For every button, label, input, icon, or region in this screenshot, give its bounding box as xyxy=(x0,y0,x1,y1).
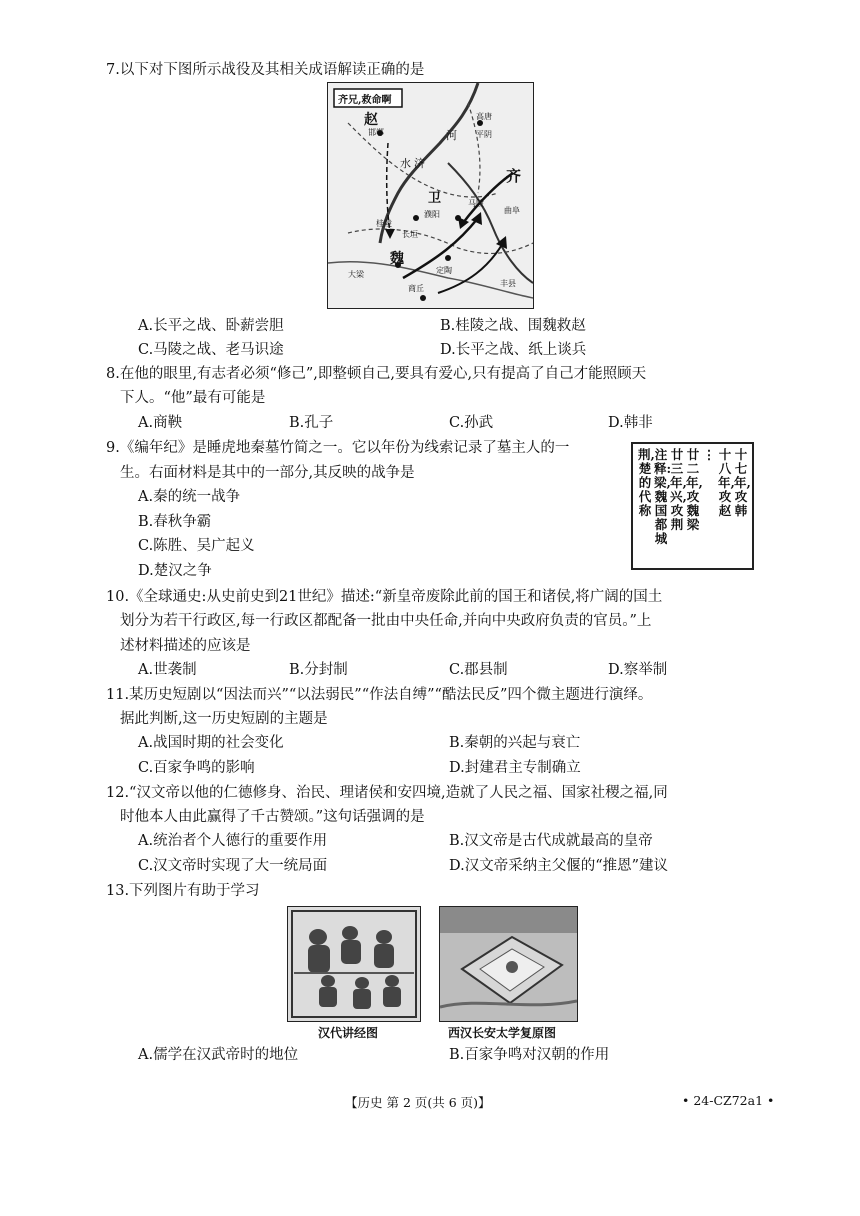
q11-option-a[interactable]: A.战国时期的社会变化 xyxy=(138,735,284,751)
q13-option-a[interactable]: A.儒学在汉武帝时的地位 xyxy=(138,1047,299,1063)
map-label-changyuan: 长垣 xyxy=(402,230,418,239)
q12-option-d[interactable]: D.汉文帝采纳主父偃的“推恩”建议 xyxy=(449,858,669,874)
map-label-puyang: 濮阳 xyxy=(424,210,440,219)
q12-option-a[interactable]: A.统治者个人德行的重要作用 xyxy=(138,833,328,849)
q11-option-b[interactable]: B.秦朝的兴起与衰亡 xyxy=(449,735,581,751)
q7-option-a[interactable]: A.长平之战、卧薪尝胆 xyxy=(138,318,284,334)
map-label-wei: 魏 xyxy=(390,251,404,267)
slip-column-5: 廿三年,兴,攻荆 xyxy=(670,447,687,532)
map-label-fengxian: 丰县 xyxy=(500,279,516,288)
map-label-guiling: 桂陵 xyxy=(376,219,392,228)
page-footer-code: • 24-CZ72a1 • xyxy=(682,1093,775,1108)
q8-stem-line2: 下人。“他”最有可能是 xyxy=(120,390,266,406)
slip-column-2: 十八年,攻赵 xyxy=(718,447,735,518)
q10-option-a[interactable]: A.世袭制 xyxy=(138,662,197,678)
map-callout: 齐兄,救命啊 xyxy=(338,95,392,106)
q9-stem-line2: 生。右面材料是其中的一部分,其反映的战争是 xyxy=(120,465,415,481)
map-label-qi: 齐 xyxy=(506,167,522,185)
q8-option-a[interactable]: A.商鞅 xyxy=(138,415,183,431)
q10-stem-line3: 述材料描述的应该是 xyxy=(120,638,251,654)
map-label-he: 河 xyxy=(446,129,457,142)
bamboo-slip-excerpt xyxy=(631,442,754,570)
map-label-zhao: 赵 xyxy=(364,112,378,128)
q12-stem-line1: 12.“汉文帝以他的仁德修身、治民、理诸侯和安四境,造就了人民之福、国家社稷之福,同 xyxy=(106,785,668,801)
q11-stem-line1: 11.某历史短剧以“因法而兴”“以法弱民”“作法自缚”“酷法民反”四个微主题进行演绎。 xyxy=(106,687,653,703)
slip-note-1: 注释:梁,魏国都城 xyxy=(654,447,672,546)
q10-stem-line1: 10.《全球通史:从史前史到21世纪》描述:“新皇帝废除此前的国王和诸侯,将广阔的国土 xyxy=(106,589,663,605)
q11-stem-line2: 据此判断,这一历史短剧的主题是 xyxy=(120,711,328,727)
q8-option-c[interactable]: C.孙武 xyxy=(449,415,494,431)
map-label-pingyin: 平阴 xyxy=(476,130,492,139)
map-label-maling: 马陵 xyxy=(468,199,484,208)
battle-map xyxy=(327,82,534,309)
q9-option-a[interactable]: A.秦的统一战争 xyxy=(138,489,241,505)
slip-note-2: 荆,楚的代称 xyxy=(638,447,655,518)
q7-option-c[interactable]: C.马陵之战、老马识途 xyxy=(138,342,284,358)
q10-stem-line2: 划分为若干行政区,每一行政区都配备一批由中央任命,并向中央政府负责的官员。”上 xyxy=(120,613,652,629)
slip-column-3: ⋮ xyxy=(702,447,716,462)
q7-option-b[interactable]: B.桂陵之战、围魏救赵 xyxy=(440,318,586,334)
slip-column-1: 十七年,攻韩 xyxy=(734,447,751,518)
map-label-daliang: 大梁 xyxy=(348,270,364,279)
map-label-ji: 济 xyxy=(414,157,425,170)
caption-lecture: 汉代讲经图 xyxy=(318,1026,379,1040)
caption-taixue: 西汉长安太学复原图 xyxy=(448,1026,557,1040)
q12-stem-line2: 时他本人由此赢得了千古赞颂。”这句话强调的是 xyxy=(120,809,425,825)
q9-option-b[interactable]: B.春秋争霸 xyxy=(138,514,212,530)
map-label-shui: 水 xyxy=(400,157,411,170)
map-label-wei-state: 卫 xyxy=(428,191,442,206)
map-label-gaotang: 高唐 xyxy=(476,112,492,121)
q12-option-c[interactable]: C.汉文帝时实现了大一统局面 xyxy=(138,858,328,874)
q8-option-d[interactable]: D.韩非 xyxy=(608,415,653,431)
q11-option-c[interactable]: C.百家争鸣的影响 xyxy=(138,760,255,776)
q9-stem-line1: 9.《编年纪》是睡虎地秦墓竹简之一。它以年份为线索记录了墓主人的一 xyxy=(106,440,570,456)
q8-stem-line1: 8.在他的眼里,有志者必须“修己”,即整顿自己,要具有爱心,只有提高了自己才能照顾天 xyxy=(106,366,647,382)
q13-stem: 13.下列图片有助于学习 xyxy=(106,883,260,899)
map-label-handan: 邯郸 xyxy=(368,128,384,137)
q10-option-d[interactable]: D.察举制 xyxy=(608,662,668,678)
map-label-shangqiu: 商丘 xyxy=(408,284,424,293)
q7-option-d[interactable]: D.长平之战、纸上谈兵 xyxy=(440,342,587,358)
q9-option-c[interactable]: C.陈胜、吴广起义 xyxy=(138,538,255,554)
q9-option-d[interactable]: D.楚汉之争 xyxy=(138,563,212,579)
q12-option-b[interactable]: B.汉文帝是古代成就最高的皇帝 xyxy=(449,833,653,849)
q8-option-b[interactable]: B.孔子 xyxy=(289,415,334,431)
taixue-reconstruction-image xyxy=(439,906,578,1022)
q11-option-d[interactable]: D.封建君主专制确立 xyxy=(449,760,581,776)
q7-stem: 7.以下对下图所示战役及其相关成语解读正确的是 xyxy=(106,62,425,78)
q10-option-b[interactable]: B.分封制 xyxy=(289,662,348,678)
map-label-qufu: 曲阜 xyxy=(504,206,520,215)
page-footer-center: 【历史 第 2 页(共 6 页)】 xyxy=(345,1095,491,1110)
slip-column-4: 廿二年,攻魏梁 xyxy=(686,447,703,532)
q13-option-b[interactable]: B.百家争鸣对汉朝的作用 xyxy=(449,1047,610,1063)
map-label-dingtao: 定陶 xyxy=(436,266,452,275)
lecture-scene-image xyxy=(287,906,421,1022)
q10-option-c[interactable]: C.郡县制 xyxy=(449,662,508,678)
